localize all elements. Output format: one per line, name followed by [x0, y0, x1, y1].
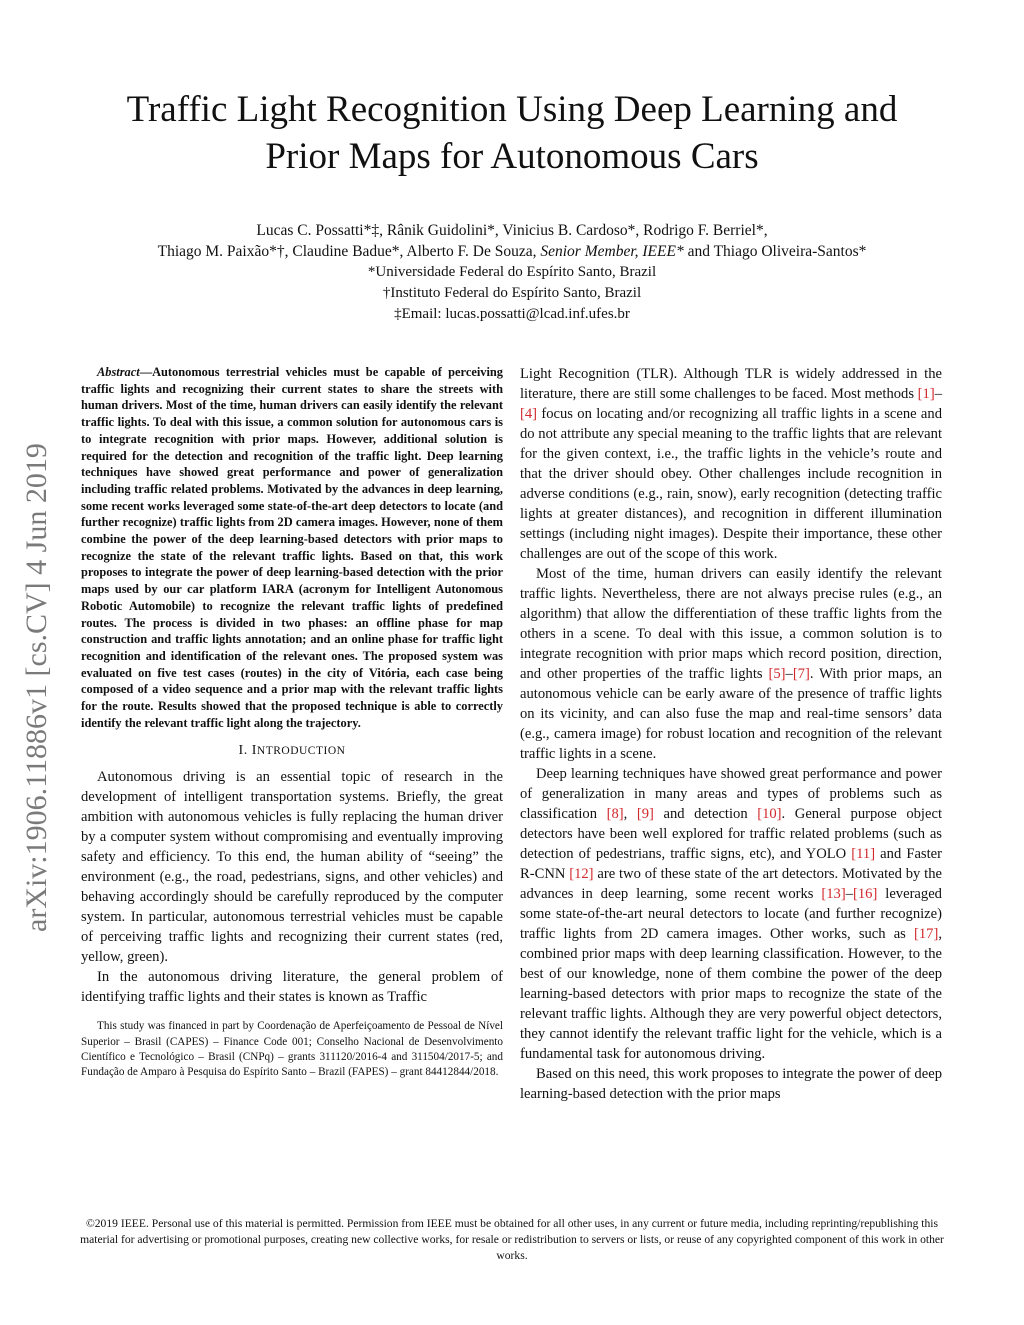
affiliation-2: †Instituto Federal do Espírito Santo, Brazil: [382, 285, 642, 301]
citation-link[interactable]: [16]: [853, 886, 878, 902]
title-line-2: Prior Maps for Autonomous Cars: [265, 136, 759, 177]
left-column: [81, 364, 503, 1081]
citation-link[interactable]: [12]: [569, 866, 594, 882]
section-first-letter: I: [251, 743, 257, 759]
arxiv-stamp: arXiv:1906.11886v1 [cs.CV] 4 Jun 2019: [20, 443, 53, 932]
citation-link[interactable]: [13]: [821, 886, 846, 902]
right-paragraph-2: Most of the time, human drivers can easily identify the relevant traffic lights. Nevertheless, there are not always precise rules (e.g., an algorithm) that allow the differentiation of these traffic lights from the others in a scene. To deal with this issue, a common solution is to integrate recognition with prior maps which record position, direction, and other properties of the traffic lights [5]–[7]. With prior maps, an autonomous vehicle can be early aware of the presence of traffic lights on its vicinity, and can also fuse the map and real-time sensors’ data (e.g., camera image) for robust location and recognition of the relevant traffic lights in a scene.: [520, 566, 942, 762]
abstract: [81, 364, 503, 731]
section-heading-introduction: [81, 741, 503, 761]
affiliation-3: ‡Email: lucas.possatti@lcad.inf.ufes.br: [394, 306, 630, 322]
citation-link[interactable]: [17]: [914, 926, 939, 942]
authors-line-2-b: and Thiago Oliveira-Santos*: [687, 243, 867, 260]
paper-title: [60, 86, 964, 180]
citation-link[interactable]: [7]: [792, 666, 810, 682]
section-number: I.: [238, 743, 248, 759]
citation-link[interactable]: [1]: [917, 386, 935, 402]
citation-link[interactable]: [10]: [757, 806, 782, 822]
right-column: [520, 364, 942, 1104]
right-paragraph-4: Based on this need, this work proposes to integrate the power of deep learning-based detection with the prior maps: [520, 1066, 942, 1102]
intro-paragraph-2: In the autonomous driving literature, the general problem of identifying traffic lights and their states is known as Traffic: [81, 969, 503, 1006]
abstract-label: Abstract: [97, 365, 140, 379]
citation-link[interactable]: [4]: [520, 406, 538, 422]
citation-link[interactable]: [9]: [636, 806, 654, 822]
right-paragraph-1: Light Recognition (TLR). Although TLR is widely addressed in the literature, there are still some challenges to be faced. Most methods [1]–[4] focus on locating and/or recognizing all traffic lights in a scene and do not attribute any special meaning to the traffic lights that are relevant for the given context, i.e., the traffic lights in the vehicle’s route and that the driver should obey. Other challenges include recognition in adverse conditions (e.g., rain, snow), early recognition (detecting traffic lights at greater distances), and recognition in different illumination settings (including night images). Despite their importance, these other challenges are out of the scope of this work.: [520, 366, 942, 562]
authors-line-1: Lucas C. Possatti*‡, Rânik Guidolini*, Vinicius B. Cardoso*, Rodrigo F. Berriel*,: [256, 222, 768, 239]
right-paragraph-3: Deep learning techniques have showed great performance and power of generalization in many areas and types of problems such as classification [8], [9] and detection [10]. General purpose object detectors have been well explored for traffic related problems (such as detection of pedestrians, traffic signs, etc), and YOLO [11] and Faster R-CNN [12] are two of these state of the art detectors. Motivated by the advances in deep learning, some recent works [13]–[16] leveraged some state-of-the-art neural detectors to locate (and further recognize) traffic lights from 2D camera images. Other works, such as [17], combined prior maps with deep learning classification. However, to the best of our knowledge, none of them combine the power of the deep learning-based detectors with prior maps to recognize the state of the relevant traffic lights. Although they are very powerful object detectors, they cannot identify the relevant traffic light for the vehicle, which is a fundamental task for autonomous driving.: [520, 766, 942, 1062]
citation-link[interactable]: [5]: [768, 666, 786, 682]
citation-link[interactable]: [11]: [851, 846, 876, 862]
citation-link[interactable]: [8]: [606, 806, 624, 822]
funding-footnote: This study was financed in part by Coordenação de Aperfeiçoamento de Pessoal de Nível Superior – Brasil (CAPES) – Finance Code 001; Conselho Nacional de Desenvolvimento Científico e Tecnológico – Brasil (CNPq) – grants 311120/2016-4 and 311504/2017-5; and Fundação de Amparo à Pesquisa do Espírito Santo – Brazil (FAPES) – grant 84412844/2018.: [81, 1020, 503, 1079]
author-block: [60, 220, 964, 325]
authors-line-2: [60, 241, 964, 262]
abstract-text: —Autonomous terrestrial vehicles must be capable of perceiving traffic lights and recognizing their current states to share the streets with human drivers. Most of the time, human drivers can easily identify the relevant traffic lights. To deal with this issue, a common solution for autonomous cars is to integrate recognition with prior maps. However, additional solution is required for the detection and recognition of the traffic light. Deep learning techniques have showed great performance and power of generalization including traffic related problems. Motivated by the advances in deep learning, some recent works leveraged some state-of-the-art deep detectors to locate (and further recognize) traffic lights from 2D camera images. However, none of them combine the power of the deep learning-based detectors with prior maps to recognize the state of the relevant traffic lights. Based on that, this work proposes to integrate the power of deep learning-based detection with the prior maps used by our car platform IARA (acronym for Intelligent Autonomous Robotic Automobile) to recognize the relevant traffic lights of predefined routes. The process is divided in two phases: an offline phase for map construction and traffic lights annotation; and an online phase for traffic light recognition and identification of the relevant ones. The proposed system was evaluated on five test cases (routes) in the city of Vitória, each case being composed of a video sequence and a prior map with the relevant traffic lights for the route. Results showed that the proposed technique is able to correctly identify the relevant traffic light along the trajectory.: [81, 365, 503, 730]
section-rest: NTRODUCTION: [256, 745, 346, 758]
intro-paragraph-1: Autonomous driving is an essential topic of research in the development of intelligent transportation systems. Briefly, the great ambition with autonomous vehicles is fully replacing the human driver by a computer system without compromising and eventually improving safety and efficiency. To this end, the human ability of “seeing” the environment (e.g., the road, pedestrians, signs, and other vehicles) and behaving accordingly should be carefully reproduced by the computer system. In particular, autonomous terrestrial vehicles must be capable of perceiving traffic lights and recognizing their current states (red, yellow, green).: [81, 769, 503, 966]
copyright-notice: ©2019 IEEE. Personal use of this material is permitted. Permission from IEEE must be obtained for all other uses, in any current or future media, including reprinting/republishing this material for advertising or promotional purposes, creating new collective works, for resale or redistribution to servers or lists, or reuse of any copyrighted component of this work in other works.: [80, 1217, 944, 1262]
affiliation-1: *Universidade Federal do Espírito Santo, Brazil: [367, 264, 657, 280]
title-line-1: Traffic Light Recognition Using Deep Learning and: [126, 89, 898, 130]
authors-line-2-a: Thiago M. Paixão*†, Claudine Badue*, Alberto F. De Souza,: [157, 243, 537, 260]
author-role: Senior Member, IEEE*: [540, 243, 684, 260]
